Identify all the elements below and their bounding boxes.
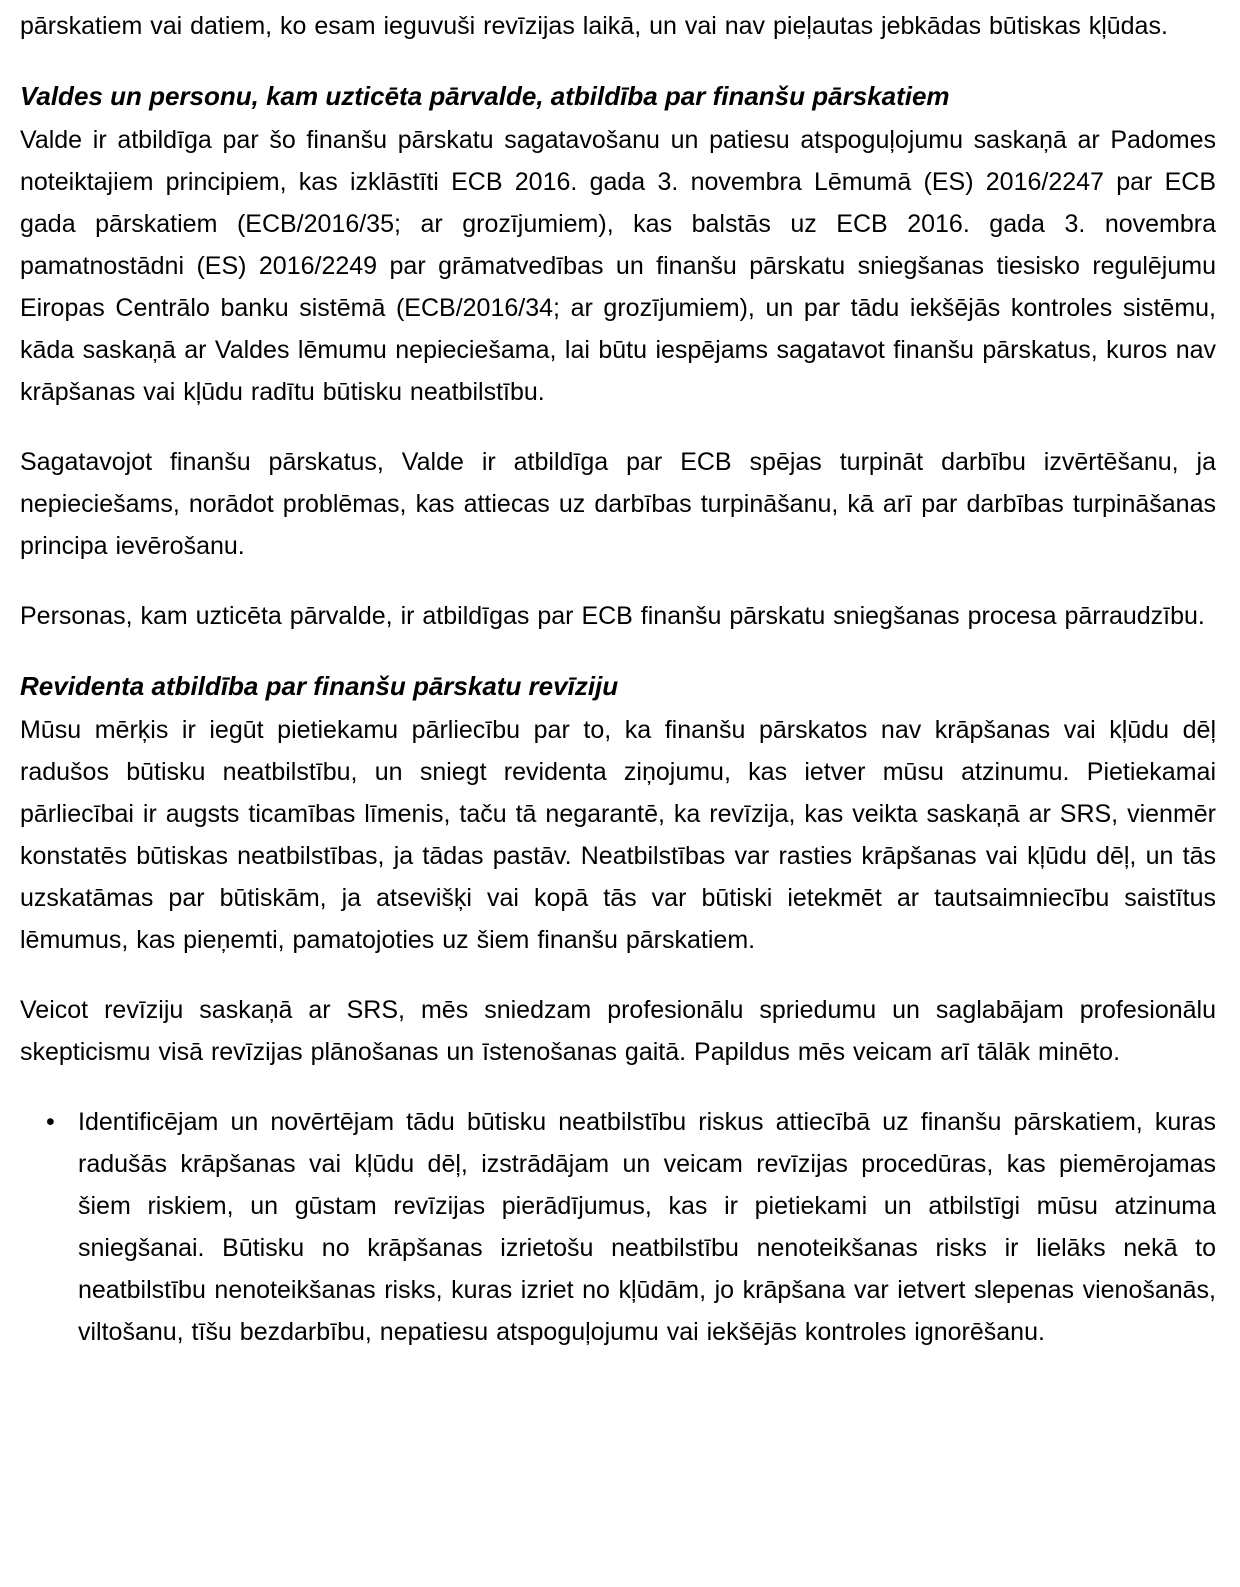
bullet-marker-icon: • — [46, 1108, 55, 1136]
section-heading-auditor-responsibility: Revidenta atbildība par finanšu pārskatu revīziju — [20, 671, 619, 701]
body-paragraph: Mūsu mērķis ir iegūt pietiekamu pārliecību par to, ka finanšu pārskatos nav krāpšanas vai kļūdu dēļ radušos būtisku neatbilstību, un sniegt revidenta ziņojumu, kas ietver mūsu atzinumu. Pietiekamai pārliecībai ir augsts ticamības līmenis, taču tā negarantē, ka revīzija, kas veikta saskaņā ar SRS, vienmēr konstatēs būtiskas neatbilstības, ja tādas pastāv. Neatbilstības var rasties krāpšanas vai kļūdu dēļ, un tās uzskatāmas par būtiskām, ja atsevišķi vai kopā tās var būtiski ietekmēt ar tautsaimniecību saistītus lēmumus, kas pieņemti, pamatojoties uz šiem finanšu pārskatiem. — [20, 716, 1216, 954]
section-heading-management-responsibility: Valdes un personu, kam uzticēta pārvalde, atbildība par finanšu pārskatiem — [20, 81, 950, 111]
bullet-item — [20, 1101, 1216, 1353]
bullet-list — [20, 1101, 1216, 1353]
body-paragraph: Valde ir atbildīga par šo finanšu pārskatu sagatavošanu un patiesu atspoguļojumu saskaņā ar Padomes noteiktajiem principiem, kas izklāstīti ECB 2016. gada 3. novembra Lēmumā (ES) 2016/2247 par ECB gada pārskatiem (ECB/2016/35; ar grozījumiem), kas balstās uz ECB 2016. gada 3. novembra pamatnostādni (ES) 2016/2249 par grāmatvedības un finanšu pārskatu sniegšanas tiesisko regulējumu Eiropas Centrālo banku sistēmā (ECB/2016/34; ar grozījumiem), un par tādu iekšējās kontroles sistēmu, kāda saskaņā ar Valdes lēmumu nepieciešama, lai būtu iespējams sagatavot finanšu pārskatus, kuros nav krāpšanas vai kļūdu radītu būtisku neatbilstību. — [20, 126, 1216, 406]
body-paragraph: Sagatavojot finanšu pārskatus, Valde ir atbildīga par ECB spējas turpināt darbību izvērtēšanu, ja nepieciešams, norādot problēmas, kas attiecas uz darbības turpināšanu, kā arī par darbības turpināšanas principa ievērošanu. — [20, 448, 1216, 560]
paragraph-continuation: pārskatiem vai datiem, ko esam ieguvuši revīzijas laikā, un vai nav pieļautas jebkādas būtiskas kļūdas. — [20, 12, 1168, 40]
body-paragraph: Personas, kam uzticēta pārvalde, ir atbildīgas par ECB finanšu pārskatu sniegšanas procesa pārraudzību. — [20, 602, 1205, 630]
bullet-text: Identificējam un novērtējam tādu būtisku neatbilstību riskus attiecībā uz finanšu pārskatiem, kuras radušās krāpšanas vai kļūdu dēļ, izstrādājam un veicam revīzijas procedūras, kas piemērojamas šiem riskiem, un gūstam revīzijas pierādījumus, kas ir pietiekami un atbilstīgi mūsu atzinuma sniegšanai. Būtisku no krāpšanas izrietošu neatbilstību nenoteikšanas risks ir lielāks nekā to neatbilstību nenoteikšanas risks, kuras izriet no kļūdām, jo krāpšana var ietvert slepenas vienošanās, viltošanu, tīšu bezdarbību, nepatiesu atspoguļojumu vai iekšējās kontroles ignorēšanu. — [78, 1108, 1216, 1346]
body-paragraph: Veicot revīziju saskaņā ar SRS, mēs sniedzam profesionālu spriedumu un saglabājam profesionālu skepticismu visā revīzijas plānošanas un īstenošanas gaitā. Papildus mēs veicam arī tālāk minēto. — [20, 996, 1216, 1066]
